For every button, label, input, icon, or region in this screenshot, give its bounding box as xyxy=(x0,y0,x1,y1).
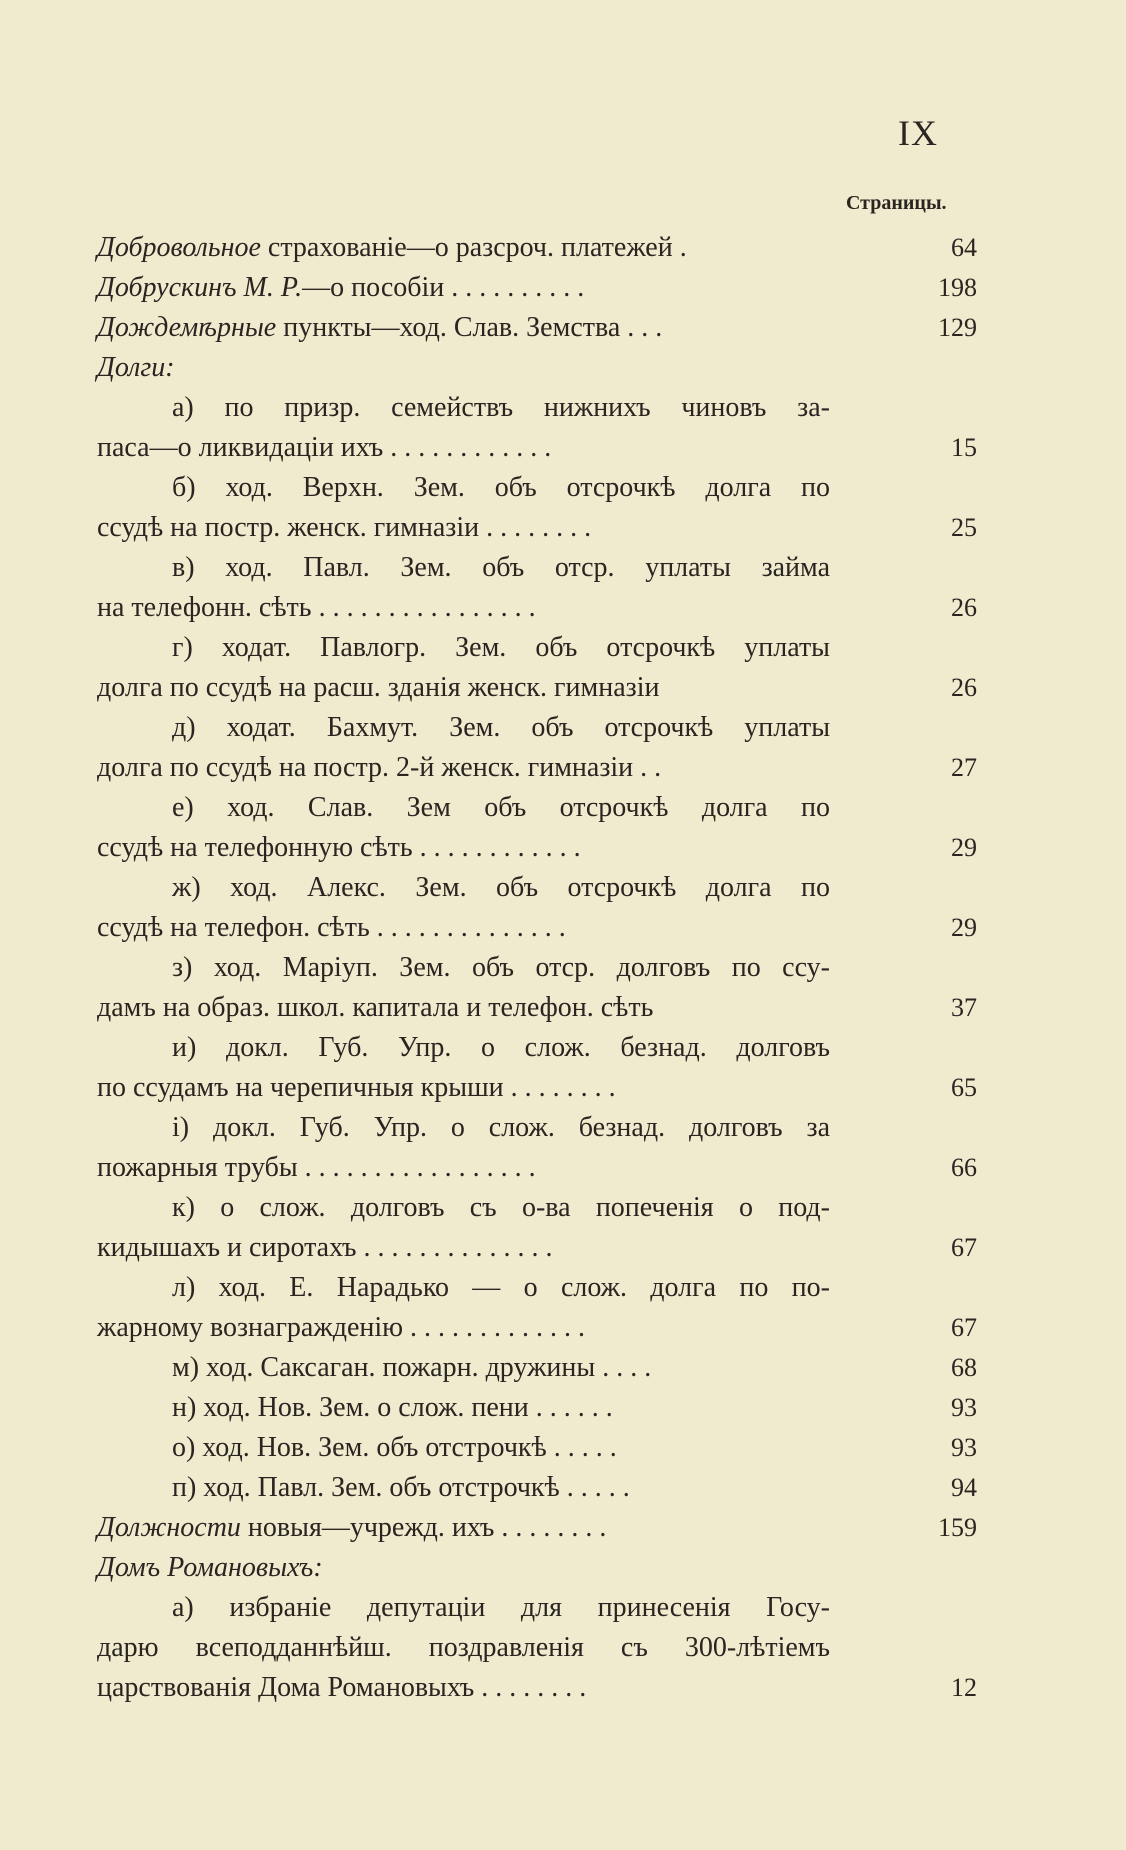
entry-description: г) ходат. Павлогр. Зем. объ отсрочкѣ уплаты xyxy=(172,632,830,663)
entry-description: о) ход. Нов. Зем. объ отстрочкѣ . . . . . xyxy=(172,1432,617,1463)
entry-description: долга по ссудѣ на расш. зданія женск. гимназіи xyxy=(97,672,660,703)
entry-description: кидышахъ и сиротахъ . . . . . . . . . . . . . . xyxy=(97,1232,553,1263)
entry-text xyxy=(172,548,830,588)
entry-text xyxy=(97,348,175,388)
entry-page: 37 xyxy=(951,993,977,1022)
index-entry xyxy=(0,1268,1126,1308)
entry-description: п) ход. Павл. Зем. объ отстрочкѣ . . . . . xyxy=(172,1472,630,1503)
entry-description: новыя—учрежд. ихъ . . . . . . . . xyxy=(240,1512,607,1543)
entry-description: ссудѣ на телефонную сѣть . . . . . . . . . . . . xyxy=(97,832,581,863)
entry-text xyxy=(97,668,659,708)
entry-description: б) ход. Верхн. Зем. объ отсрочкѣ долга по xyxy=(172,472,830,503)
entry-text xyxy=(97,1308,585,1348)
entry-text xyxy=(97,1508,606,1548)
entry-page: 29 xyxy=(951,833,977,862)
index-entry xyxy=(0,1188,1126,1228)
entry-term: Домъ Романовыхъ: xyxy=(97,1552,323,1583)
entry-text xyxy=(172,788,830,828)
entry-description: пункты—ход. Слав. Земства . . . xyxy=(276,312,663,343)
entry-description: царствованія Дома Романовыхъ . . . . . . . . xyxy=(97,1672,587,1703)
entry-description: на телефонн. сѣть . . . . . . . . . . . . . . . . xyxy=(97,592,536,623)
entry-text xyxy=(97,588,536,628)
index-entry xyxy=(0,748,1126,788)
entry-description: з) ход. Маріуп. Зем. объ отср. долговъ по ссу- xyxy=(172,952,830,983)
entry-page: 93 xyxy=(951,1433,977,1462)
entry-page: 66 xyxy=(951,1153,977,1182)
entry-description: к) о слож. долговъ съ о-ва попеченія о под- xyxy=(172,1192,830,1223)
entry-description: ж) ход. Алекс. Зем. объ отсрочкѣ долга по xyxy=(172,872,830,903)
entry-term: Долги: xyxy=(97,352,175,383)
entry-page: 198 xyxy=(938,273,977,302)
entry-text xyxy=(97,428,551,468)
entry-description: і) докл. Губ. Упр. о слож. безнад. долговъ за xyxy=(172,1112,830,1143)
entry-text xyxy=(172,388,830,428)
index-entry xyxy=(0,588,1126,628)
index-entry xyxy=(0,548,1126,588)
index-entry xyxy=(0,1428,1126,1468)
index-entry xyxy=(0,1028,1126,1068)
index-entry xyxy=(0,1148,1126,1188)
index-entry xyxy=(0,828,1126,868)
entry-text xyxy=(172,1468,630,1508)
entry-description: а) избраніе депутаціи для принесенія Госу- xyxy=(172,1592,830,1623)
entry-term: Должности xyxy=(97,1512,241,1543)
entry-description: ссудѣ на постр. женск. гимназіи . . . . . . . . xyxy=(97,512,592,543)
entry-text xyxy=(172,1428,617,1468)
index-entry xyxy=(0,788,1126,828)
entry-page: 25 xyxy=(951,513,977,542)
index-entry xyxy=(0,1388,1126,1428)
entry-page: 68 xyxy=(951,1353,977,1382)
index-entry xyxy=(0,628,1126,668)
entry-text xyxy=(172,1588,830,1628)
entry-description: по ссудамъ на черепичныя крыши . . . . . . . . xyxy=(97,1072,616,1103)
entry-text xyxy=(97,1548,323,1588)
entry-description: дарю всеподданнѣйш. поздравленія съ 300-лѣтіемъ xyxy=(97,1632,830,1663)
entry-term: Добровольное xyxy=(97,232,261,263)
entry-page: 94 xyxy=(951,1473,977,1502)
entry-description: страхованіе—о разсроч. платежей . xyxy=(260,232,687,263)
entry-page: 67 xyxy=(951,1233,977,1262)
entry-page: 67 xyxy=(951,1313,977,1342)
entry-page: 26 xyxy=(951,673,977,702)
entry-text xyxy=(97,988,653,1028)
index-entry xyxy=(0,268,1126,308)
index-entry xyxy=(0,388,1126,428)
entry-text xyxy=(97,228,687,268)
entry-text xyxy=(172,1108,830,1148)
entry-text xyxy=(97,508,591,548)
entry-description: и) докл. Губ. Упр. о слож. безнад. долговъ xyxy=(172,1032,830,1063)
entry-description: д) ходат. Бахмут. Зем. объ отсрочкѣ уплаты xyxy=(172,712,830,743)
entry-description: в) ход. Павл. Зем. объ отср. уплаты займа xyxy=(172,552,830,583)
entry-page: 93 xyxy=(951,1393,977,1422)
index-entry xyxy=(0,228,1126,268)
entry-text xyxy=(97,1668,586,1708)
index-entry xyxy=(0,468,1126,508)
pages-column-header: Страницы. xyxy=(846,192,947,214)
entry-term: Добрускинъ М. Р. xyxy=(97,272,303,303)
entry-page: 12 xyxy=(951,1673,977,1702)
entry-text xyxy=(172,468,830,508)
entry-page: 26 xyxy=(951,593,977,622)
entry-description: л) ход. Е. Нарадько — о слож. долга по по- xyxy=(172,1272,830,1303)
index-entry xyxy=(0,708,1126,748)
entry-text xyxy=(172,868,830,908)
index-entry xyxy=(0,348,1126,388)
entry-text xyxy=(172,1188,830,1228)
entry-text xyxy=(97,908,566,948)
entry-text xyxy=(172,708,830,748)
entry-description: —о пособіи . . . . . . . . . . xyxy=(302,272,585,303)
index-entry xyxy=(0,428,1126,468)
entry-text xyxy=(172,1268,830,1308)
index-entry xyxy=(0,1108,1126,1148)
index-entry xyxy=(0,1068,1126,1108)
index-entry xyxy=(0,988,1126,1028)
entry-description: м) ход. Саксаган. пожарн. дружины . . . . xyxy=(172,1352,652,1383)
entry-text xyxy=(172,628,830,668)
entry-text xyxy=(172,948,830,988)
entry-text xyxy=(97,748,661,788)
entry-description: н) ход. Нов. Зем. о слож. пени . . . . . . xyxy=(172,1392,613,1423)
entry-text xyxy=(172,1348,651,1388)
index-entry xyxy=(0,1588,1126,1628)
index-entry xyxy=(0,1508,1126,1548)
entry-description: жарному вознагражденію . . . . . . . . . . . . . xyxy=(97,1312,586,1343)
index-entry xyxy=(0,1308,1126,1348)
entry-description: е) ход. Слав. Зем объ отсрочкѣ долга по xyxy=(172,792,830,823)
entry-page: 27 xyxy=(951,753,977,782)
entry-text xyxy=(172,1028,830,1068)
entry-description: паса—о ликвидаціи ихъ . . . . . . . . . . . . xyxy=(97,432,552,463)
entry-text xyxy=(97,1068,616,1108)
entry-text xyxy=(97,268,584,308)
index-entry xyxy=(0,1668,1126,1708)
entry-page: 159 xyxy=(938,1513,977,1542)
entry-page: 65 xyxy=(951,1073,977,1102)
entry-description: дамъ на образ. школ. капитала и телефон. сѣть xyxy=(97,992,654,1023)
entry-page: 64 xyxy=(951,233,977,262)
index-entry xyxy=(0,1468,1126,1508)
index-entry xyxy=(0,1348,1126,1388)
entry-description: а) по призр. семействъ нижнихъ чиновъ за- xyxy=(172,392,830,423)
index-entry xyxy=(0,308,1126,348)
index-entry xyxy=(0,948,1126,988)
index-entry xyxy=(0,508,1126,548)
index-entry xyxy=(0,868,1126,908)
entry-text xyxy=(97,1228,553,1268)
index-entry xyxy=(0,1548,1126,1588)
index-entry xyxy=(0,668,1126,708)
index-entry xyxy=(0,908,1126,948)
entry-text xyxy=(97,1628,830,1668)
entry-text xyxy=(97,308,662,348)
index-entry xyxy=(0,1228,1126,1268)
index-entry xyxy=(0,1628,1126,1668)
entry-text xyxy=(172,1388,613,1428)
entry-description: долга по ссудѣ на постр. 2-й женск. гимназіи . . xyxy=(97,752,662,783)
entry-page: 15 xyxy=(951,433,977,462)
entry-description: ссудѣ на телефон. сѣть . . . . . . . . . . . . . . xyxy=(97,912,566,943)
entry-page: 29 xyxy=(951,913,977,942)
page-number: IX xyxy=(898,113,938,153)
entry-text xyxy=(97,1148,536,1188)
entry-text xyxy=(97,828,581,868)
entry-term: Дождемѣрные xyxy=(97,312,277,343)
entry-page: 129 xyxy=(938,313,977,342)
entry-description: пожарныя трубы . . . . . . . . . . . . . . . . . xyxy=(97,1152,536,1183)
